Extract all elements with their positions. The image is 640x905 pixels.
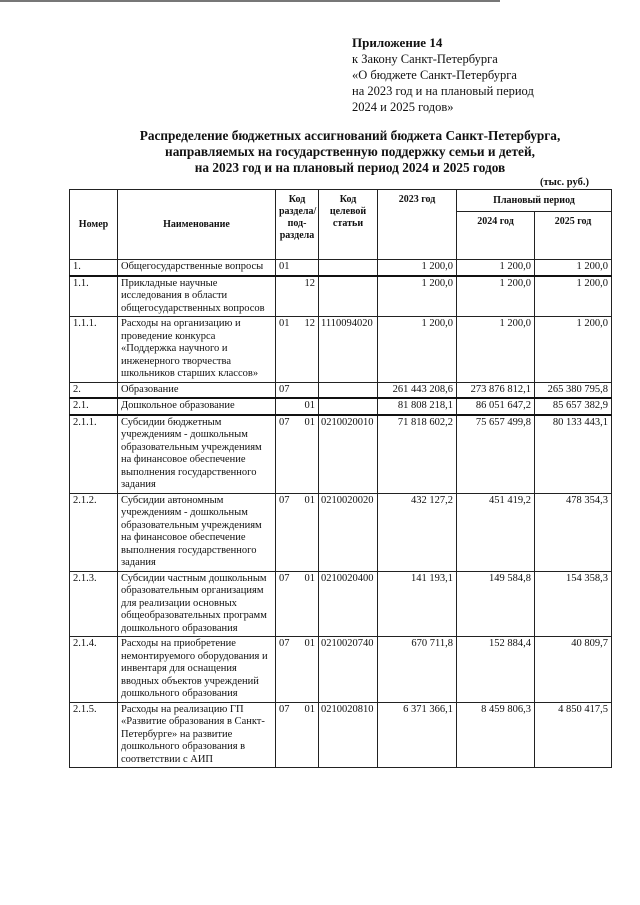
row-value-2024: 451 419,2 xyxy=(457,493,535,571)
section-code: 07 xyxy=(279,638,290,649)
section-code: 07 xyxy=(279,494,290,506)
subsection-code: 12 xyxy=(304,277,315,289)
row-target-code xyxy=(319,276,378,317)
row-number: 2.1.4. xyxy=(70,637,118,703)
row-value-2024: 1 200,0 xyxy=(457,317,535,383)
header-section-code: Код раздела/ под-раздела xyxy=(276,190,319,260)
document-heading xyxy=(70,128,630,176)
header-target-code: Код целевой статьи xyxy=(319,190,378,260)
row-section-code xyxy=(276,637,319,703)
header-number: Номер xyxy=(70,190,118,260)
row-value-2023: 71 818 602,2 xyxy=(378,415,457,494)
row-target-code: 0210020810 xyxy=(319,702,378,768)
row-name: Субсидии автономным учреждениям - дошкольным образовательным учреждениям на финансовое обеспечение выполнения государственного задания xyxy=(118,493,276,571)
subsection-code: 01 xyxy=(304,400,315,411)
appendix-title: Приложение 14 xyxy=(352,35,443,50)
table-row xyxy=(70,702,612,768)
heading-line: на 2023 год и на плановый период 2024 и 2025 годов xyxy=(194,160,506,175)
row-name: Субсидии частным дошкольным образовательным организациям для реализации основных общеобразовательных программ дошкольного образования xyxy=(118,571,276,637)
row-target-code: 0210020740 xyxy=(319,637,378,703)
row-value-2023: 261 443 208,6 xyxy=(378,382,457,398)
subsection-code: 01 xyxy=(304,703,315,715)
row-number: 1.1.1. xyxy=(70,317,118,383)
budget-table xyxy=(69,189,612,768)
appendix-line: на 2023 год и на плановый период xyxy=(352,84,534,98)
row-value-2023: 141 193,1 xyxy=(378,571,457,637)
appendix-line: «О бюджете Санкт-Петербурга xyxy=(352,68,517,82)
row-value-2024: 152 884,4 xyxy=(457,637,535,703)
section-code: 01 xyxy=(279,318,290,329)
row-name: Образование xyxy=(118,382,276,398)
row-target-code xyxy=(319,382,378,398)
row-name: Субсидии бюджетным учреждениям - дошкольным образовательным учреждениям на финансовое обеспечение выполнения государственного задания xyxy=(118,415,276,494)
row-value-2025: 1 200,0 xyxy=(535,260,612,276)
row-value-2023: 81 808 218,1 xyxy=(378,398,457,415)
row-target-code xyxy=(319,260,378,276)
subsection-code: 12 xyxy=(304,318,315,329)
table-row xyxy=(70,398,612,415)
row-name: Прикладные научные исследования в области общегосударственных вопросов xyxy=(118,276,276,317)
heading-line: направляемых на государственную поддержку семьи и детей, xyxy=(165,144,535,159)
section-code: 07 xyxy=(279,383,290,395)
row-value-2025: 1 200,0 xyxy=(535,276,612,317)
units-label: (тыс. руб.) xyxy=(540,177,589,188)
subsection-code: 01 xyxy=(304,572,315,584)
row-number: 2.1.5. xyxy=(70,702,118,768)
subsection-code: 01 xyxy=(304,494,315,506)
row-value-2023: 1 200,0 xyxy=(378,260,457,276)
row-number: 1. xyxy=(70,260,118,276)
row-section-code xyxy=(276,382,319,398)
row-value-2025: 4 850 417,5 xyxy=(535,702,612,768)
row-name: Общегосударственные вопросы xyxy=(118,260,276,276)
row-value-2025: 265 380 795,8 xyxy=(535,382,612,398)
row-number: 2.1. xyxy=(70,398,118,415)
row-value-2024: 1 200,0 xyxy=(457,276,535,317)
row-value-2025: 154 358,3 xyxy=(535,571,612,637)
row-value-2025: 478 354,3 xyxy=(535,493,612,571)
table-row xyxy=(70,637,612,703)
header-year-2025: 2025 год xyxy=(535,212,612,260)
row-section-code xyxy=(276,276,319,317)
row-value-2025: 85 657 382,9 xyxy=(535,398,612,415)
row-value-2024: 273 876 812,1 xyxy=(457,382,535,398)
table-row xyxy=(70,276,612,317)
appendix-line: к Закону Санкт-Петербурга xyxy=(352,52,498,66)
table-row xyxy=(70,317,612,383)
row-value-2025: 1 200,0 xyxy=(535,317,612,383)
header-name: Наименование xyxy=(118,190,276,260)
row-number: 2.1.2. xyxy=(70,493,118,571)
row-target-code xyxy=(319,398,378,415)
heading-line: Распределение бюджетных ассигнований бюджета Санкт-Петербурга, xyxy=(139,128,561,143)
row-value-2023: 1 200,0 xyxy=(378,317,457,383)
section-code: 07 xyxy=(279,416,290,428)
row-number: 2.1.1. xyxy=(70,415,118,494)
row-number: 2. xyxy=(70,382,118,398)
header-planning-period: Плановый период xyxy=(457,190,612,212)
subsection-code: 01 xyxy=(304,638,315,649)
table-row xyxy=(70,493,612,571)
table-row xyxy=(70,415,612,494)
subsection-code: 01 xyxy=(304,416,315,428)
row-value-2023: 432 127,2 xyxy=(378,493,457,571)
appendix-block xyxy=(352,35,534,115)
row-section-code xyxy=(276,398,319,415)
row-section-code xyxy=(276,493,319,571)
row-section-code xyxy=(276,702,319,768)
row-number: 2.1.3. xyxy=(70,571,118,637)
top-rule xyxy=(0,0,500,2)
row-section-code xyxy=(276,571,319,637)
row-section-code xyxy=(276,415,319,494)
row-value-2024: 86 051 647,2 xyxy=(457,398,535,415)
row-name: Расходы на приобретение немонтируемого оборудования и инвентаря для оснащения вводных объектов учреждений дошкольного образования xyxy=(118,637,276,703)
row-section-code xyxy=(276,317,319,383)
row-value-2023: 1 200,0 xyxy=(378,276,457,317)
row-target-code: 1110094020 xyxy=(319,317,378,383)
row-number: 1.1. xyxy=(70,276,118,317)
table-row xyxy=(70,571,612,637)
row-value-2024: 8 459 806,3 xyxy=(457,702,535,768)
table-row xyxy=(70,260,612,276)
row-value-2024: 149 584,8 xyxy=(457,571,535,637)
row-name: Расходы на реализацию ГП «Развитие образования в Санкт-Петербурге» на развитие дошкольного образования в соответствии с АИП xyxy=(118,702,276,768)
section-code: 01 xyxy=(279,261,290,272)
table-row xyxy=(70,382,612,398)
row-name: Дошкольное образование xyxy=(118,398,276,415)
row-section-code xyxy=(276,260,319,276)
row-target-code: 0210020020 xyxy=(319,493,378,571)
row-value-2025: 80 133 443,1 xyxy=(535,415,612,494)
row-target-code: 0210020400 xyxy=(319,571,378,637)
header-year-2024: 2024 год xyxy=(457,212,535,260)
header-year-2023: 2023 год xyxy=(378,190,457,260)
section-code: 07 xyxy=(279,703,290,715)
row-value-2023: 670 711,8 xyxy=(378,637,457,703)
row-value-2023: 6 371 366,1 xyxy=(378,702,457,768)
appendix-line: 2024 и 2025 годов» xyxy=(352,100,454,114)
row-value-2025: 40 809,7 xyxy=(535,637,612,703)
section-code: 07 xyxy=(279,572,290,584)
row-value-2024: 75 657 499,8 xyxy=(457,415,535,494)
row-value-2024: 1 200,0 xyxy=(457,260,535,276)
row-name: Расходы на организацию и проведение конкурса «Поддержка научного и инженерного творчества школьников старших классов» xyxy=(118,317,276,383)
row-target-code: 0210020010 xyxy=(319,415,378,494)
